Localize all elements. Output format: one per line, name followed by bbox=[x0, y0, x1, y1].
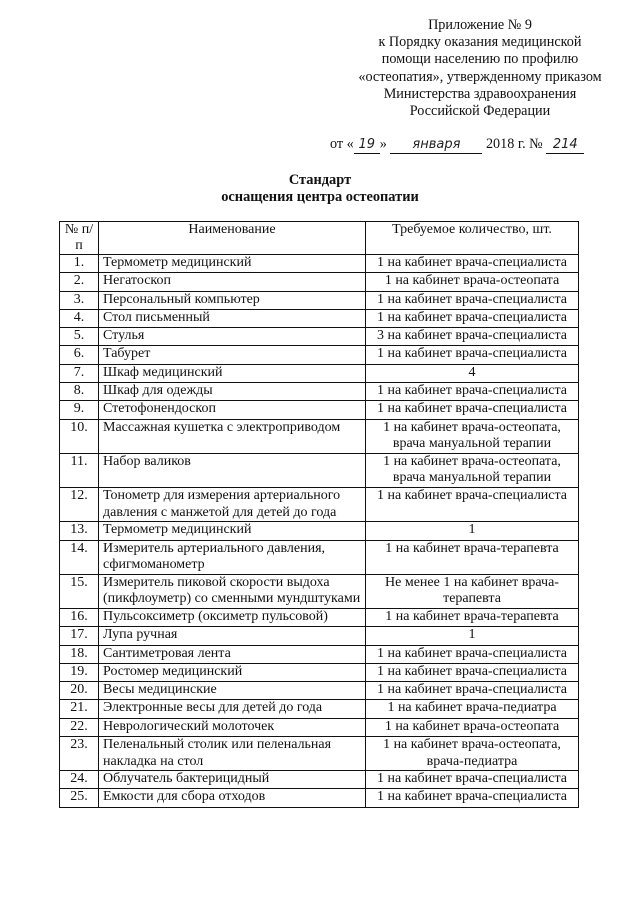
table-row bbox=[60, 401, 579, 419]
table-row bbox=[60, 682, 579, 700]
row-quantity: 1 на кабинет врача-остеопата bbox=[366, 718, 579, 736]
row-quantity: 1 на кабинет врача-специалиста bbox=[366, 488, 579, 522]
row-quantity: 1 на кабинет врача-специалиста bbox=[366, 255, 579, 273]
row-name: Измеритель пиковой скорости выдоха (пикфлоуметр) со сменными мундштуками bbox=[99, 574, 366, 608]
row-quantity: 1 на кабинет врача-специалиста bbox=[366, 682, 579, 700]
row-quantity: 1 на кабинет врача-педиатра bbox=[366, 700, 579, 718]
row-number: 16. bbox=[60, 608, 99, 626]
table-row bbox=[60, 522, 579, 540]
date-day-handwritten: 19 bbox=[354, 136, 380, 154]
row-number: 18. bbox=[60, 645, 99, 663]
table-row bbox=[60, 736, 579, 770]
row-name: Неврологический молоточек bbox=[99, 718, 366, 736]
order-number-handwritten: 214 bbox=[546, 136, 584, 154]
row-name: Термометр медицинский bbox=[99, 255, 366, 273]
header-quantity: Требуемое количество, шт. bbox=[366, 222, 579, 255]
table-row bbox=[60, 663, 579, 681]
table-row bbox=[60, 291, 579, 309]
row-number: 21. bbox=[60, 700, 99, 718]
table-row bbox=[60, 419, 579, 453]
appendix-line: Министерства здравоохранения bbox=[383, 85, 577, 102]
row-name: Набор валиков bbox=[99, 453, 366, 487]
row-number: 11. bbox=[60, 453, 99, 487]
row-quantity: 1 на кабинет врача-терапевта bbox=[366, 540, 579, 574]
date-mid: » bbox=[379, 136, 391, 152]
row-number: 12. bbox=[60, 488, 99, 522]
row-name: Стулья bbox=[99, 328, 366, 346]
appendix-line: Приложение № 9 bbox=[428, 17, 532, 33]
row-quantity: 1 на кабинет врача-терапевта bbox=[366, 608, 579, 626]
row-name: Шкаф для одежды bbox=[99, 383, 366, 401]
table-body bbox=[60, 255, 579, 808]
date-year-text: 2018 г. № bbox=[485, 136, 543, 152]
row-name: Измеритель артериального давления, сфигмоманометр bbox=[99, 540, 366, 574]
row-name: Негатоскоп bbox=[99, 273, 366, 291]
table-row bbox=[60, 608, 579, 626]
row-number: 1. bbox=[60, 255, 99, 273]
table-row bbox=[60, 700, 579, 718]
order-date-line bbox=[330, 136, 630, 154]
row-name: Стол письменный bbox=[99, 309, 366, 327]
row-number: 24. bbox=[60, 771, 99, 789]
row-quantity: 1 на кабинет врача-остеопата, врача мануальной терапии bbox=[366, 419, 579, 453]
row-name: Шкаф медицинский bbox=[99, 364, 366, 382]
row-quantity: 1 на кабинет врача-специалиста bbox=[366, 663, 579, 681]
row-name: Стетофонендоскоп bbox=[99, 401, 366, 419]
row-number: 23. bbox=[60, 736, 99, 770]
table-row bbox=[60, 789, 579, 807]
equipment-table bbox=[59, 221, 579, 808]
header-number: № п/п bbox=[60, 222, 99, 255]
row-quantity: 1 на кабинет врача-остеопата, врача мануальной терапии bbox=[366, 453, 579, 487]
row-name: Табурет bbox=[99, 346, 366, 364]
row-quantity: 1 на кабинет врача-специалиста bbox=[366, 789, 579, 807]
row-name: Весы медицинские bbox=[99, 682, 366, 700]
row-quantity: 1 на кабинет врача-специалиста bbox=[366, 291, 579, 309]
row-quantity: 1 на кабинет врача-специалиста bbox=[366, 771, 579, 789]
table-row bbox=[60, 273, 579, 291]
appendix-header bbox=[330, 17, 630, 120]
row-quantity: 4 bbox=[366, 364, 579, 382]
row-number: 9. bbox=[60, 401, 99, 419]
table-row bbox=[60, 383, 579, 401]
table-row bbox=[60, 453, 579, 487]
row-number: 4. bbox=[60, 309, 99, 327]
title-line: оснащения центра остеопатии bbox=[221, 189, 419, 205]
row-name: Пеленальный столик или пеленальная накладка на стол bbox=[99, 736, 366, 770]
table-row bbox=[60, 718, 579, 736]
row-name: Емкости для сбора отходов bbox=[99, 789, 366, 807]
row-quantity: 1 на кабинет врача-специалиста bbox=[366, 309, 579, 327]
row-number: 25. bbox=[60, 789, 99, 807]
row-name: Массажная кушетка с электроприводом bbox=[99, 419, 366, 453]
row-quantity: 1 на кабинет врача-специалиста bbox=[366, 401, 579, 419]
table-row bbox=[60, 574, 579, 608]
row-quantity: 1 bbox=[366, 522, 579, 540]
table-row bbox=[60, 328, 579, 346]
row-number: 22. bbox=[60, 718, 99, 736]
row-name: Термометр медицинский bbox=[99, 522, 366, 540]
row-name: Облучатель бактерицидный bbox=[99, 771, 366, 789]
row-number: 15. bbox=[60, 574, 99, 608]
appendix-line: помощи населению по профилю bbox=[381, 51, 579, 68]
row-number: 20. bbox=[60, 682, 99, 700]
row-quantity: 1 bbox=[366, 627, 579, 645]
row-number: 8. bbox=[60, 383, 99, 401]
row-name: Лупа ручная bbox=[99, 627, 366, 645]
table-row bbox=[60, 540, 579, 574]
row-number: 7. bbox=[60, 364, 99, 382]
row-quantity: 1 на кабинет врача-специалиста bbox=[366, 383, 579, 401]
row-quantity: 1 на кабинет врача-остеопата, врача-педиатра bbox=[366, 736, 579, 770]
row-quantity: 1 на кабинет врача-остеопата bbox=[366, 273, 579, 291]
row-name: Пульсоксиметр (оксиметр пульсовой) bbox=[99, 608, 366, 626]
header-name: Наименование bbox=[99, 222, 366, 255]
table-row bbox=[60, 309, 579, 327]
table-row bbox=[60, 255, 579, 273]
row-name: Персональный компьютер bbox=[99, 291, 366, 309]
row-number: 14. bbox=[60, 540, 99, 574]
row-quantity: 1 на кабинет врача-специалиста bbox=[366, 645, 579, 663]
row-name: Ростомер медицинский bbox=[99, 663, 366, 681]
row-quantity: Не менее 1 на кабинет врача-терапевта bbox=[366, 574, 579, 608]
row-number: 2. bbox=[60, 273, 99, 291]
row-number: 10. bbox=[60, 419, 99, 453]
appendix-line: Российской Федерации bbox=[409, 103, 551, 120]
table-row bbox=[60, 488, 579, 522]
table-row bbox=[60, 771, 579, 789]
row-number: 5. bbox=[60, 328, 99, 346]
table-row bbox=[60, 645, 579, 663]
table-row bbox=[60, 346, 579, 364]
row-quantity: 1 на кабинет врача-специалиста bbox=[366, 346, 579, 364]
table-header-row bbox=[60, 222, 579, 255]
document-title bbox=[0, 172, 640, 206]
row-number: 6. bbox=[60, 346, 99, 364]
table-row bbox=[60, 627, 579, 645]
date-month-handwritten: января bbox=[390, 136, 482, 154]
date-prefix: от « bbox=[330, 136, 354, 152]
row-number: 19. bbox=[60, 663, 99, 681]
row-name: Электронные весы для детей до года bbox=[99, 700, 366, 718]
appendix-line: к Порядку оказания медицинской bbox=[378, 34, 582, 51]
row-quantity: 3 на кабинет врача-специалиста bbox=[366, 328, 579, 346]
table-row bbox=[60, 364, 579, 382]
row-number: 3. bbox=[60, 291, 99, 309]
row-name: Сантиметровая лента bbox=[99, 645, 366, 663]
appendix-line: «остеопатия», утвержденному приказом bbox=[358, 68, 602, 85]
title-line: Стандарт bbox=[288, 172, 352, 188]
row-name: Тонометр для измерения артериального давления с манжетой для детей до года bbox=[99, 488, 366, 522]
row-number: 13. bbox=[60, 522, 99, 540]
row-number: 17. bbox=[60, 627, 99, 645]
